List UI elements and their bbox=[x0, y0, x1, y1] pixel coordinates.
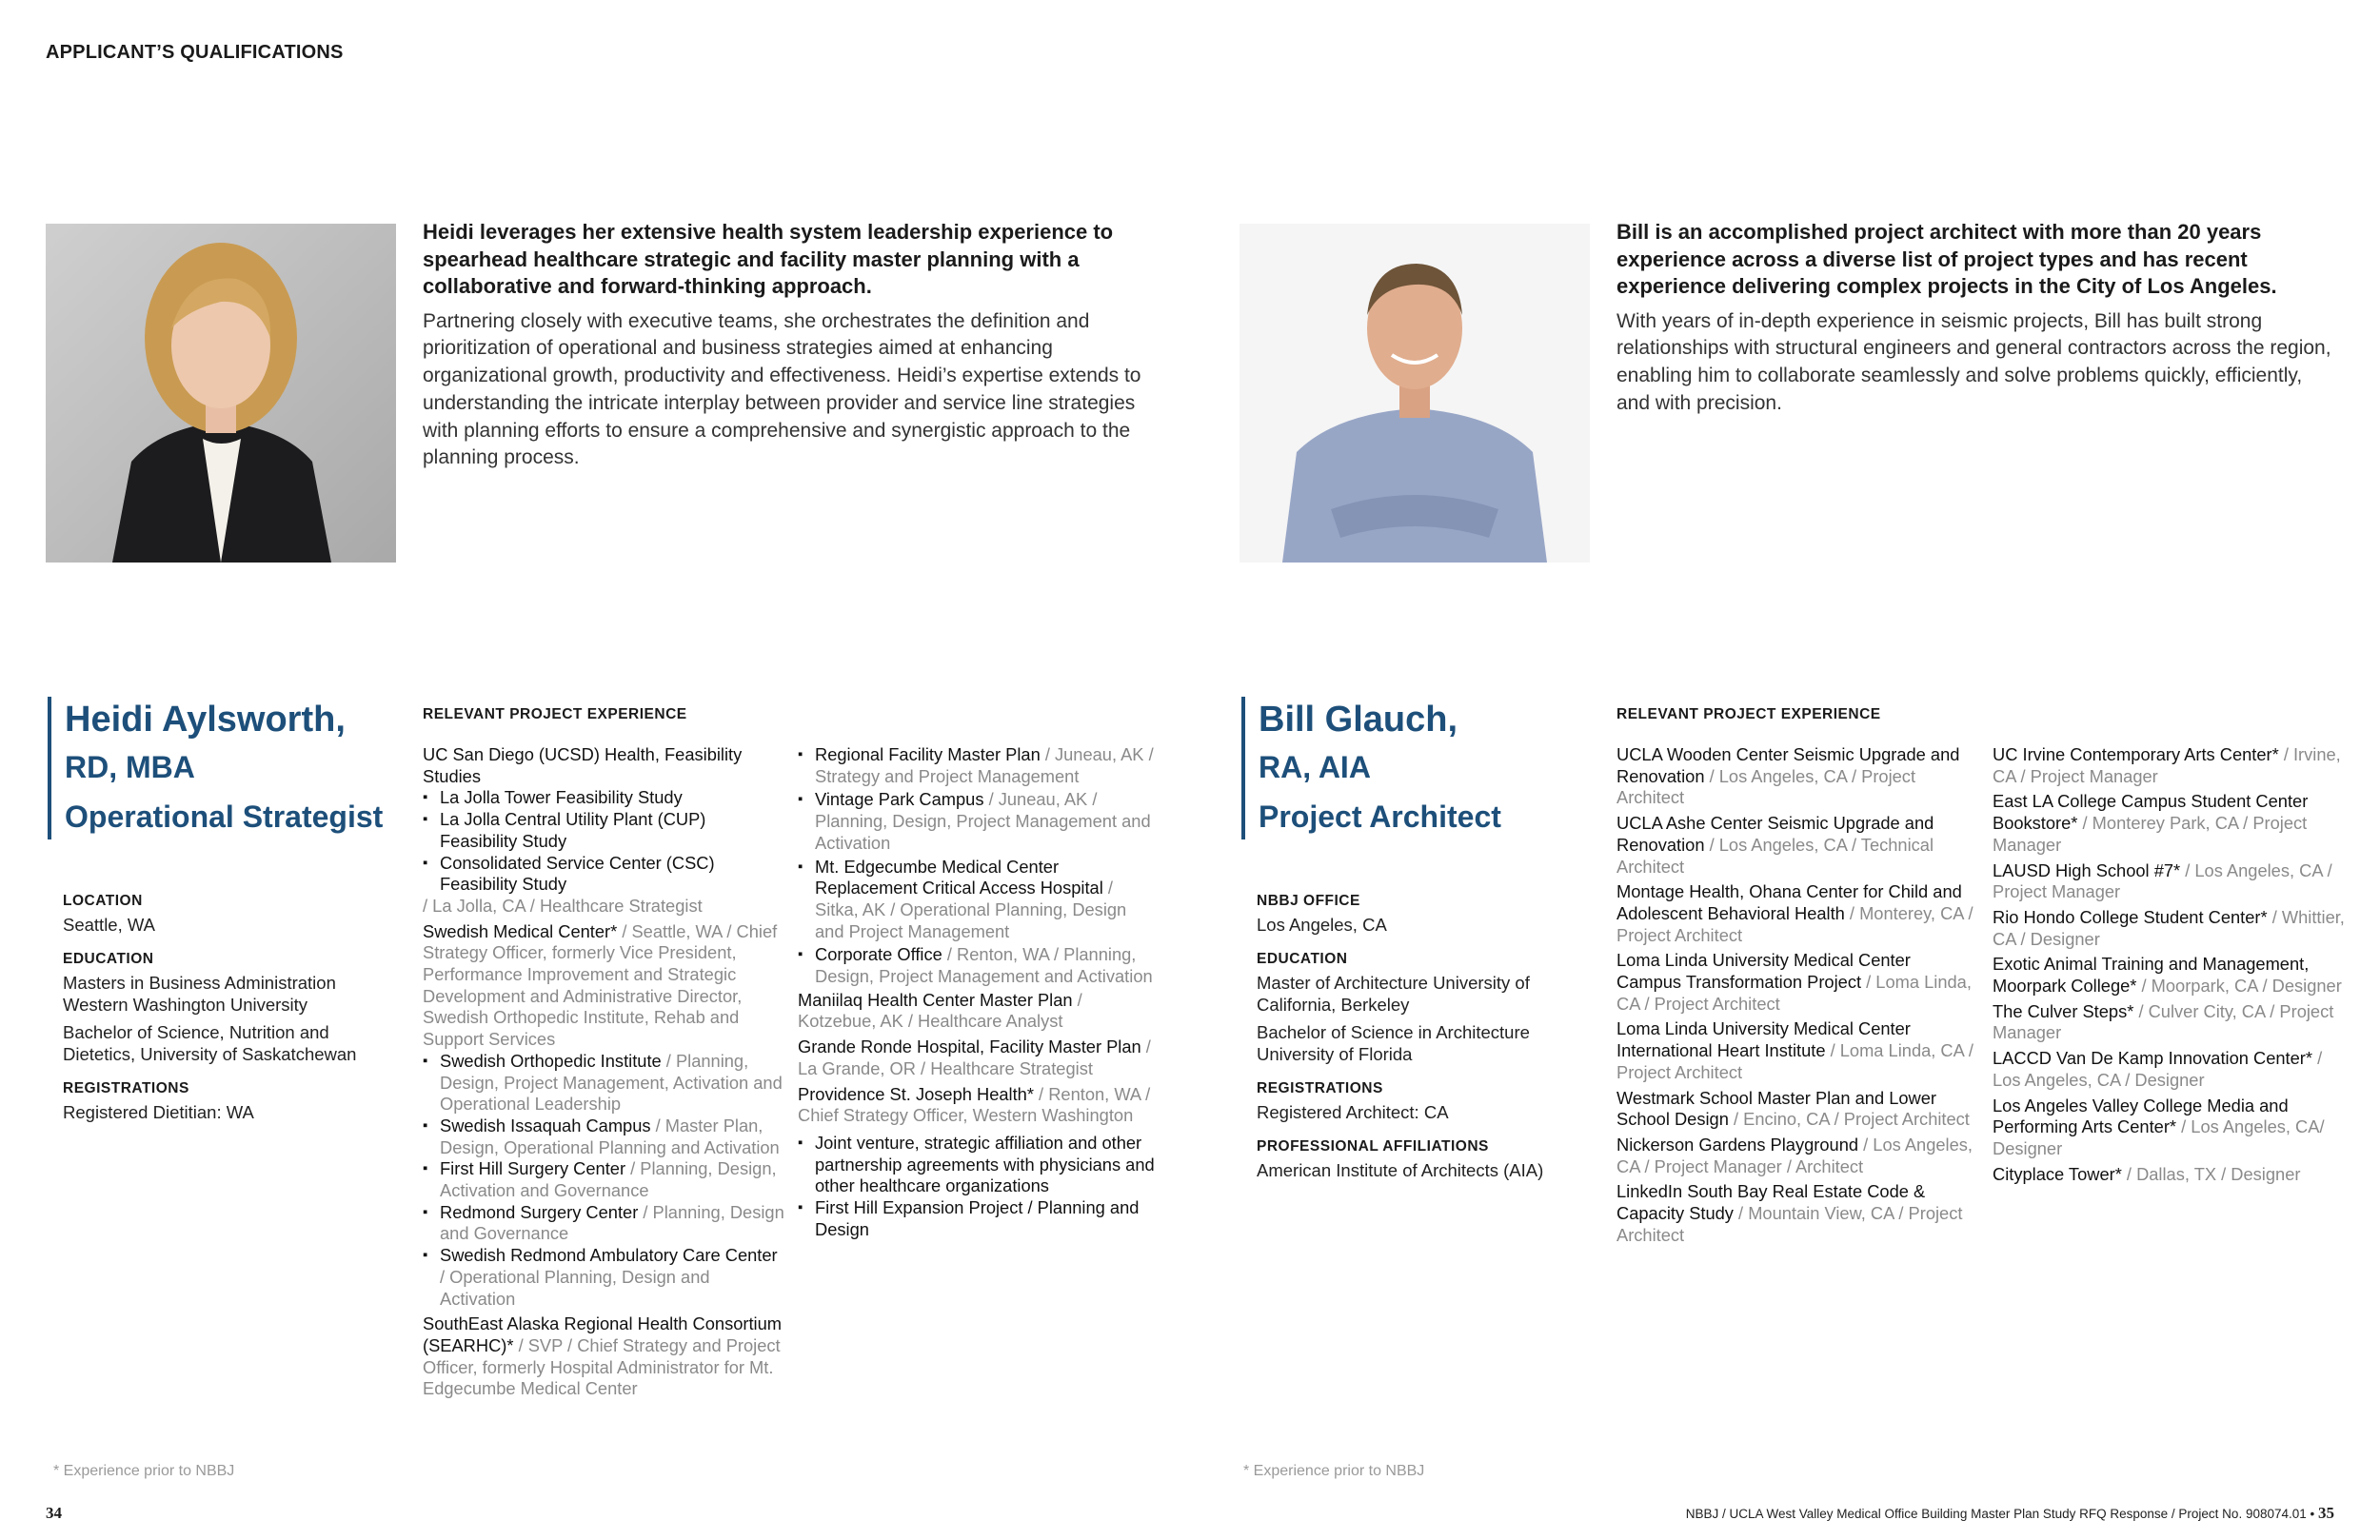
project-meta: / La Grande, OR / Healthcare Strategist bbox=[798, 1037, 1151, 1078]
bill-intro bbox=[1616, 219, 2340, 418]
project-title: Maniilaq Health Center Master Plan bbox=[798, 989, 1073, 1010]
list-item: ▪ Joint venture, strategic affiliation and other partnership agreements with physicians and other healthcare organizations bbox=[798, 1133, 1160, 1197]
project-entry: Exotic Animal Training and Management, Moorpark College* / Moorpark, CA / Designer bbox=[1993, 954, 2342, 997]
heidi-credentials: RD, MBA bbox=[65, 750, 195, 784]
project-entry bbox=[423, 921, 784, 1311]
list-item: ▪ Swedish Redmond Ambulatory Care Center / Operational Planning, Design and Activation bbox=[423, 1245, 784, 1310]
project-meta: / Renton, WA / Chief Strategy Officer, Western Washington bbox=[798, 1083, 1151, 1126]
bill-intro-lead: Bill is an accomplished project architect with more than 20 years experience across a diverse list of project types and has recent experience delivering complex projects in the City of Los Angeles. bbox=[1616, 220, 2277, 298]
project-entry: UCLA Ashe Center Seismic Upgrade and Renovation / Los Angeles, CA / Technical Architect bbox=[1616, 813, 1934, 877]
project-entry: Loma Linda University Medical Center Campus Transformation Project / Loma Linda, CA / Project Architect bbox=[1616, 950, 1972, 1014]
project-entry: Cityplace Tower* / Dallas, TX / Designer bbox=[1993, 1163, 2301, 1184]
registrations-label: REGISTRATIONS bbox=[63, 1080, 189, 1096]
registrations-value: Registered Architect: CA bbox=[1257, 1102, 1449, 1122]
list-item: ▪ Swedish Issaquah Campus / Master Plan, Design, Operational Planning and Activation bbox=[423, 1116, 784, 1158]
project-sublist bbox=[423, 1051, 784, 1310]
affiliations-label: PROFESSIONAL AFFILIATIONS bbox=[1257, 1138, 1489, 1155]
portrait-heidi bbox=[46, 224, 396, 563]
footer-right bbox=[1686, 1504, 2334, 1523]
section-title: APPLICANT’S QUALIFICATIONS bbox=[46, 42, 344, 63]
location-label: LOCATION bbox=[63, 893, 143, 909]
project-entry bbox=[798, 1084, 1160, 1241]
bill-sidebar bbox=[1257, 893, 1599, 1181]
project-meta: / SVP / Chief Strategy and Project Officer, formerly Hospital Administrator for Mt. Edgecumbe Medical Center bbox=[423, 1334, 781, 1399]
project-entry: Rio Hondo College Student Center* / Whittier, CA / Designer bbox=[1993, 906, 2345, 949]
education-label: EDUCATION bbox=[1257, 951, 1348, 967]
list-item: ▪ La Jolla Central Utility Plant (CUP) Feasibility Study bbox=[423, 809, 784, 852]
location-value: Seattle, WA bbox=[63, 915, 155, 935]
project-entry: LinkedIn South Bay Real Estate Code & Capacity Study / Mountain View, CA / Project Architect bbox=[1616, 1181, 1963, 1245]
bill-role: Project Architect bbox=[1259, 800, 1501, 834]
project-title: UC San Diego (UCSD) Health, Feasibility Studies bbox=[423, 744, 743, 786]
education-item: Masters in Business Administration Western Washington University bbox=[63, 973, 336, 1015]
education-item: Bachelor of Science, Nutrition and Dietetics, University of Saskatchewan bbox=[63, 1022, 357, 1064]
bill-name: Bill Glauch, bbox=[1259, 700, 1458, 740]
heidi-name: Heidi Aylsworth, bbox=[65, 700, 346, 740]
project-entry: East LA College Campus Student Center Bookstore* / Monterey Park, CA / Project Manager bbox=[1993, 791, 2309, 855]
bill-intro-body: With years of in-depth experience in seismic projects, Bill has built strong relationships with structural engineers and general contractors across the region, enabling him to collaborate seamlessly and solve problems quickly, efficiently, and with precision. bbox=[1616, 309, 2331, 414]
list-item: ▪ Regional Facility Master Plan / Juneau, AK / Strategy and Project Management bbox=[798, 744, 1160, 787]
page-number-right: 35 bbox=[2318, 1504, 2334, 1522]
list-item: ▪ Redmond Surgery Center / Planning, Design and Governance bbox=[423, 1202, 784, 1245]
list-item: ▪ Mt. Edgecumbe Medical Center Replacement Critical Access Hospital / Sitka, AK / Operational Planning, Design and Project Management bbox=[798, 857, 1160, 943]
project-title: Swedish Medical Center* bbox=[423, 920, 618, 941]
project-entry: Nickerson Gardens Playground / Los Angeles, CA / Project Manager / Architect bbox=[1616, 1134, 1973, 1176]
project-meta: / Kotzebue, AK / Healthcare Analyst bbox=[798, 989, 1082, 1032]
heidi-intro bbox=[423, 219, 1146, 472]
project-entry: LAUSD High School #7* / Los Angeles, CA / Project Manager bbox=[1993, 859, 2332, 902]
project-entry bbox=[423, 744, 784, 918]
footer-text: NBBJ / UCLA West Valley Medical Office Building Master Plan Study RFQ Response / Project No. 908074.01 • bbox=[1685, 1507, 2315, 1521]
project-list bbox=[798, 744, 1160, 988]
heidi-intro-lead: Heidi leverages her extensive health system leadership experience to spearhead healthcare strategic and facility master planning with a collaborative and forward-thinking approach. bbox=[423, 220, 1114, 298]
heidi-name-card bbox=[48, 697, 390, 839]
list-item: ▪ Consolidated Service Center (CSC) Feasibility Study bbox=[423, 853, 784, 896]
project-sublist bbox=[798, 1133, 1160, 1241]
education-item: Master of Architecture University of California, Berkeley bbox=[1257, 973, 1530, 1015]
heidi-projects-col-1 bbox=[423, 744, 784, 1404]
project-meta: / Seattle, WA / Chief Strategy Officer, formerly Vice President, Performance Improvement and Strategic Development and Administrative Director, Swedish Orthopedic Institute, Rehab and Support Services bbox=[423, 920, 778, 1050]
heidi-role: Operational Strategist bbox=[65, 800, 384, 834]
list-item: ▪ First Hill Surgery Center / Planning, Design, Activation and Governance bbox=[423, 1158, 784, 1201]
project-entry: UCLA Wooden Center Seismic Upgrade and Renovation / Los Angeles, CA / Project Architect bbox=[1616, 744, 1960, 808]
project-sublist bbox=[423, 787, 784, 896]
heidi-intro-body: Partnering closely with executive teams, she orchestrates the definition and prioritization of operational and business strategies aimed at enhancing organizational growth, productivity and effectiveness. Heidi’s expertise extends to understanding the intricate interplay between provider and service line strategies with planning efforts to ensure a comprehensive and synergistic approach to the planning process. bbox=[423, 309, 1141, 469]
bill-name-card bbox=[1241, 697, 1584, 839]
list-item: ▪ Corporate Office / Renton, WA / Planning, Design, Project Management and Activation bbox=[798, 944, 1160, 987]
project-title: Grande Ronde Hospital, Facility Master Plan bbox=[798, 1037, 1141, 1057]
heidi-footnote: * Experience prior to NBBJ bbox=[53, 1463, 235, 1479]
project-entry bbox=[423, 1313, 784, 1400]
project-entry: Loma Linda University Medical Center International Heart Institute / Loma Linda, CA / Project Architect bbox=[1616, 1018, 1973, 1082]
project-entry: The Culver Steps* / Culver City, CA / Project Manager bbox=[1993, 1000, 2334, 1043]
bill-footnote: * Experience prior to NBBJ bbox=[1243, 1463, 1425, 1479]
list-item: ▪ Swedish Orthopedic Institute / Planning, Design, Project Management, Activation and Operational Leadership bbox=[423, 1051, 784, 1116]
heidi-projects-col-2 bbox=[798, 744, 1160, 1244]
office-value: Los Angeles, CA bbox=[1257, 915, 1387, 935]
project-entry: LACCD Van De Kamp Innovation Center* / Los Angeles, CA / Designer bbox=[1993, 1048, 2323, 1090]
bill-rpe-label: RELEVANT PROJECT EXPERIENCE bbox=[1616, 706, 1881, 722]
list-item: ▪ First Hill Expansion Project / Planning and Design bbox=[798, 1197, 1160, 1240]
project-meta: / La Jolla, CA / Healthcare Strategist bbox=[423, 895, 703, 916]
project-entry: Montage Health, Ohana Center for Child and Adolescent Behavioral Health / Monterey, CA / Project Architect bbox=[1616, 881, 1973, 945]
heidi-rpe-label: RELEVANT PROJECT EXPERIENCE bbox=[423, 706, 687, 722]
registrations-label: REGISTRATIONS bbox=[1257, 1080, 1383, 1096]
project-entry bbox=[798, 1037, 1160, 1079]
project-entry: UC Irvine Contemporary Arts Center* / Irvine, CA / Project Manager bbox=[1993, 744, 2341, 786]
project-entry: Los Angeles Valley College Media and Performing Arts Center* / Los Angeles, CA/ Designer bbox=[1993, 1095, 2325, 1158]
affiliations-value: American Institute of Architects (AIA) bbox=[1257, 1160, 1544, 1180]
project-entry bbox=[798, 990, 1160, 1033]
registrations-value: Registered Dietitian: WA bbox=[63, 1102, 254, 1122]
office-label: NBBJ OFFICE bbox=[1257, 893, 1360, 909]
education-item: Bachelor of Science in Architecture University of Florida bbox=[1257, 1022, 1530, 1064]
project-entry: Westmark School Master Plan and Lower School Design / Encino, CA / Project Architect bbox=[1616, 1087, 1970, 1130]
bill-projects-col-1 bbox=[1616, 744, 1978, 1250]
heidi-sidebar bbox=[63, 893, 406, 1123]
list-item: ▪ Vintage Park Campus / Juneau, AK / Planning, Design, Project Management and Activation bbox=[798, 789, 1160, 854]
project-title: SouthEast Alaska Regional Health Consortium (SEARHC)* bbox=[423, 1313, 783, 1355]
list-item: ▪ La Jolla Tower Feasibility Study bbox=[423, 787, 784, 809]
project-title: Providence St. Joseph Health* bbox=[798, 1083, 1034, 1104]
bill-projects-col-2 bbox=[1993, 744, 2354, 1189]
education-label: EDUCATION bbox=[63, 951, 154, 967]
page-number-left: 34 bbox=[46, 1504, 62, 1522]
bill-credentials: RA, AIA bbox=[1259, 750, 1371, 784]
portrait-bill bbox=[1240, 224, 1590, 563]
